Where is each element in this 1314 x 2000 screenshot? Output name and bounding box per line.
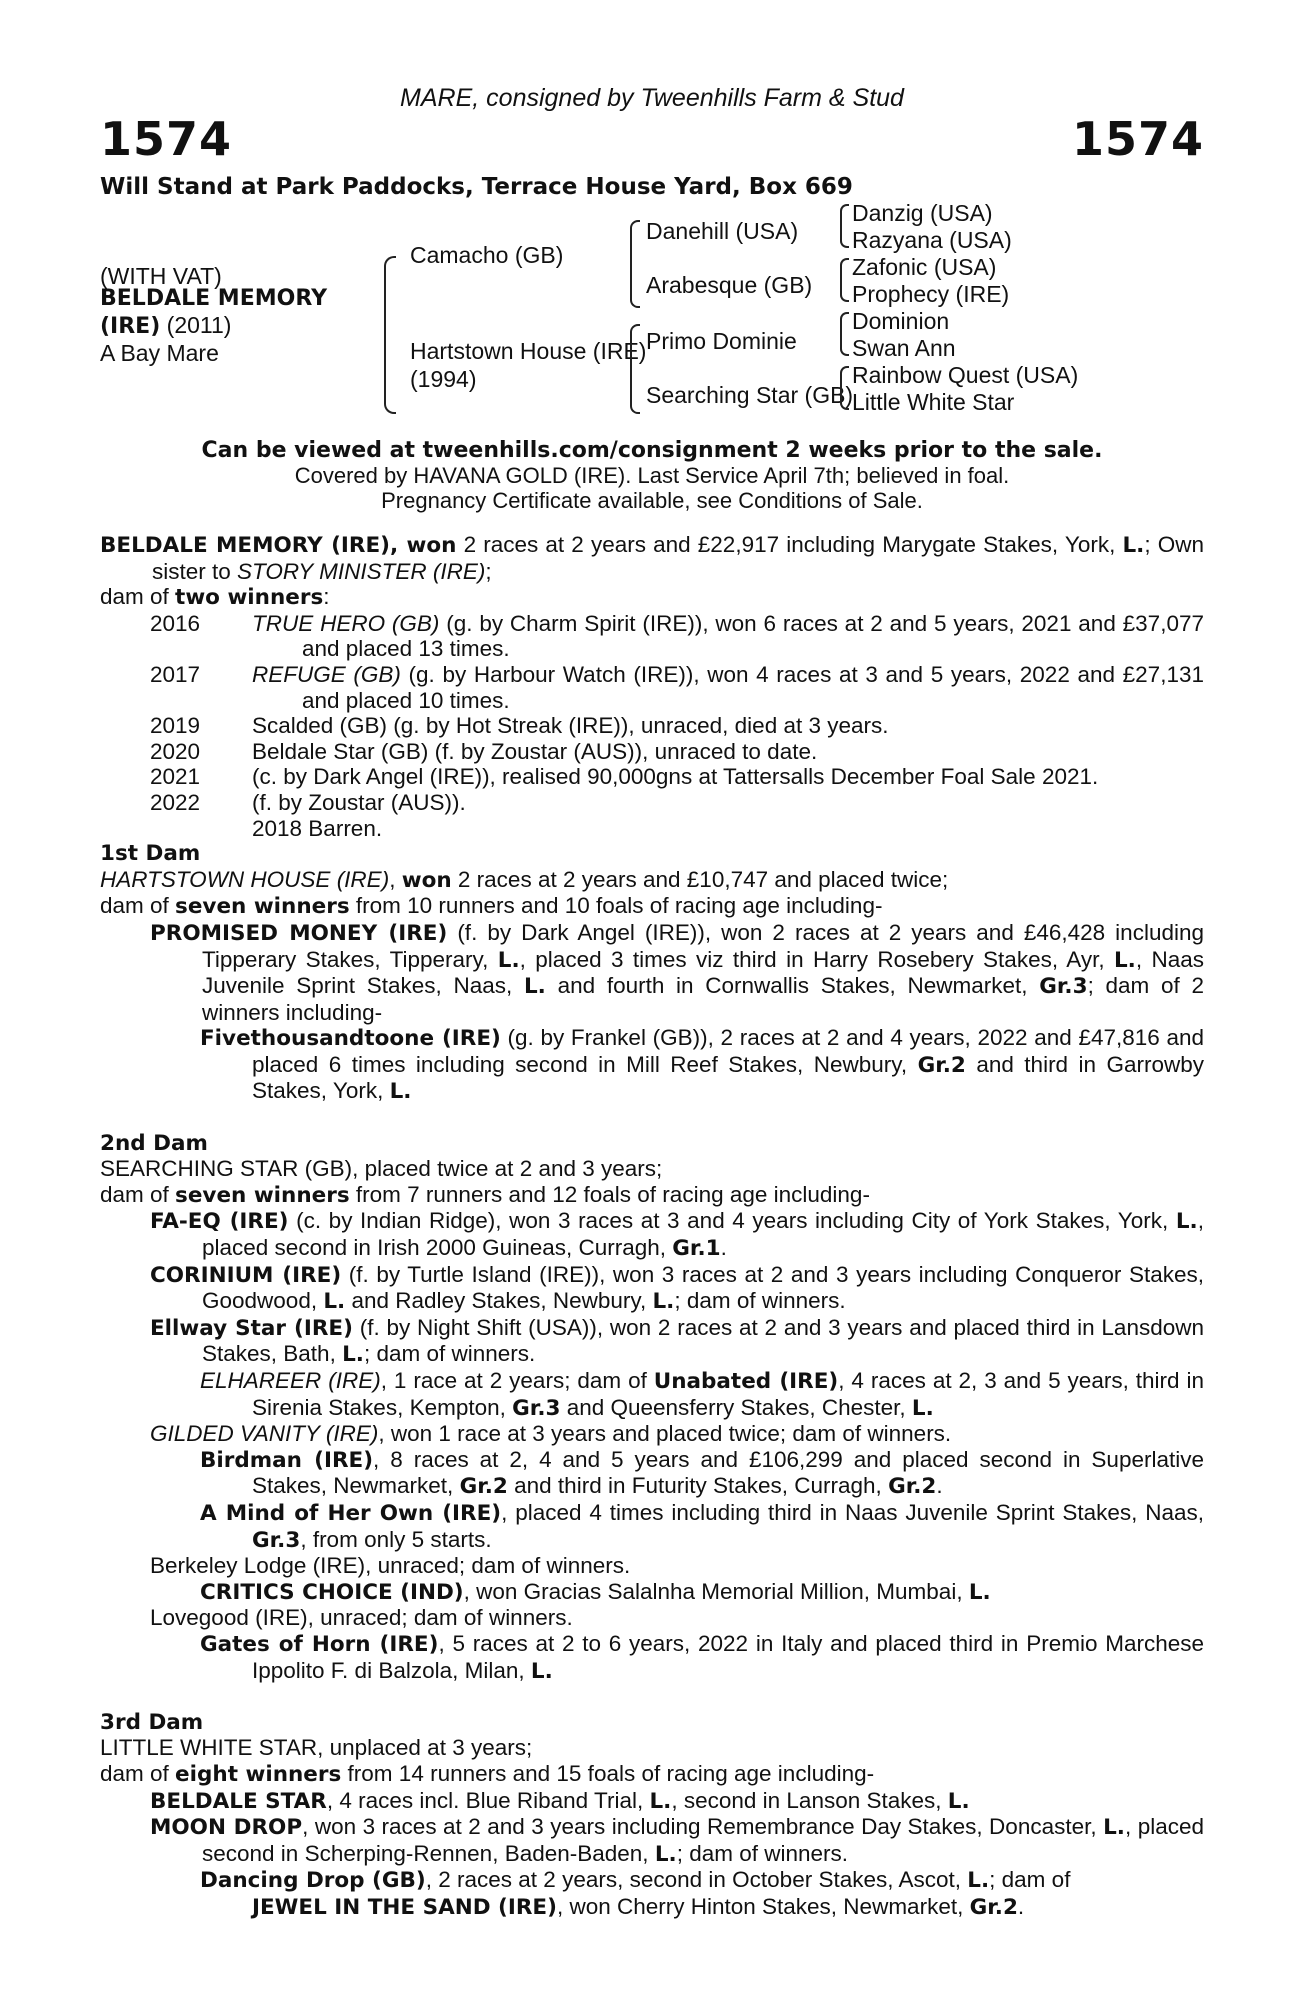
entry-elhareer: ELHAREER (IRE), 1 race at 2 years; dam of Unabated (IRE), 4 races at 2, 3 and 5 years, third in Sirenia Stakes, Kempton, Gr.3 and Queensferry Stakes, Chester, L.: [200, 1368, 1204, 1421]
produce-2021: 2021 (c. by Dark Angel (IRE)), realised 90,000gns at Tattersalls December Foal Sale 2021.: [150, 764, 1099, 790]
entry-fivethousandtoone: Fivethousandtoone (IRE) (g. by Frankel (GB)), 2 races at 2 and 4 years, 2022 and £47,816 and placed 6 times including second in Mill Reef Stakes, Newbury, Gr.2 and third in Garrowby Stakes, York, L.: [200, 1025, 1205, 1105]
entry-corinium: CORINIUM (IRE) (f. by Turtle Island (IRE)), won 3 races at 2 and 3 years including Conqueror Stakes, Goodwood, L. and Radley Stakes, Newbury, L.; dam of winners.: [150, 1261, 1204, 1315]
dam: Hartstown House (IRE): [410, 338, 647, 364]
pedigree-table: [100, 200, 1204, 426]
gen3-4: Prophecy (IRE): [852, 281, 1010, 307]
first-dam-line: HARTSTOWN HOUSE (IRE), won 2 races at 2 years and £10,747 and placed twice;: [100, 866, 949, 893]
sire-sire: Danehill (USA): [646, 218, 799, 244]
horse-description: A Bay Mare: [100, 340, 219, 366]
produce-2019: 2019 Scalded (GB) (g. by Hot Streak (IRE)), unraced, died at 3 years.: [150, 713, 889, 739]
sire: Camacho (GB): [410, 242, 564, 268]
first-dam-heading: 1st Dam: [100, 841, 201, 867]
mare-summary: BELDALE MEMORY (IRE), won 2 races at 2 years and £22,917 including Marygate Stakes, York, L.; Own sister to STORY MINISTER (IRE);: [100, 532, 1204, 584]
entry-lovegood: Lovegood (IRE), unraced; dam of winners.: [150, 1605, 573, 1631]
gen3-5: Dominion: [852, 308, 950, 334]
brace-ss: [840, 204, 849, 248]
stand-location: Will Stand at Park Paddocks, Terrace House Yard, Box 669: [100, 174, 853, 200]
gen3-1: Danzig (USA): [852, 200, 993, 226]
gen3-8: Little White Star: [852, 389, 1015, 415]
entry-a-mind-of-her-own: A Mind of Her Own (IRE), placed 4 times including third in Naas Juvenile Sprint Stakes, Naas, Gr.3, from only 5 starts.: [200, 1499, 1204, 1553]
third-dam-line: LITTLE WHITE STAR, unplaced at 3 years;: [100, 1735, 533, 1761]
horse-name: BELDALE MEMORY: [100, 286, 327, 311]
brace-sd: [840, 258, 849, 302]
gen3-6: Swan Ann: [852, 335, 956, 361]
second-dam-heading: 2nd Dam: [100, 1130, 208, 1156]
produce-2022: 2022 (f. by Zoustar (AUS)).: [150, 789, 466, 815]
brace-sire: [630, 220, 640, 308]
viewing-note: Can be viewed at tweenhills.com/consignment 2 weeks prior to the sale.: [201, 438, 1103, 463]
third-dam-heading: 3rd Dam: [100, 1709, 204, 1735]
entry-gates-of-horn: Gates of Horn (IRE), 5 races at 2 to 6 years, 2022 in Italy and placed third in Premio Marchese Ippolito F. di Balzola, Milan, L.: [200, 1630, 1204, 1684]
covered-note: Covered by HAVANA GOLD (IRE). Last Service April 7th; believed in foal.: [294, 463, 1010, 488]
catalogue-body: [100, 532, 1204, 1920]
entry-dancing-drop: Dancing Drop (GB), 2 races at 2 years, second in October Stakes, Ascot, L.; dam of: [200, 1867, 1071, 1894]
second-dam-produce: dam of seven winners from 7 runners and 12 foals of racing age including-: [100, 1181, 870, 1208]
produce-2020: 2020 Beldale Star (GB) (f. by Zoustar (AUS)), unraced to date.: [150, 738, 818, 764]
sire-dam: Arabesque (GB): [646, 272, 813, 298]
brace-gen1: [384, 256, 396, 414]
horse-name-line2: (IRE) (2011): [100, 312, 232, 339]
vat-label: (WITH VAT): [100, 263, 222, 289]
second-dam-line: SEARCHING STAR (GB), placed twice at 2 and 3 years;: [100, 1156, 663, 1182]
entry-moon-drop: MOON DROP, won 3 races at 2 and 3 years including Remembrance Day Stakes, Doncaster, L., placed second in Scherping-Rennen, Baden-Baden, L.; dam of winners.: [150, 1814, 1204, 1867]
pregnancy-note: Pregnancy Certificate available, see Conditions of Sale.: [381, 488, 923, 513]
produce-2016: 2016 TRUE HERO (GB) (g. by Charm Spirit (IRE)), won 6 races at 2 and 5 years, 2021 and £37,077 and placed 13 times.: [150, 610, 1204, 662]
first-dam-produce: dam of seven winners from 10 runners and 10 foals of racing age including-: [100, 893, 883, 920]
lot-number-right: 1574: [1071, 112, 1204, 166]
consignor-line: MARE, consigned by Tweenhills Farm & Stud: [400, 84, 904, 112]
entry-beldale-star: BELDALE STAR, 4 races incl. Blue Riband Trial, L., second in Lanson Stakes, L.: [150, 1787, 970, 1814]
brace-ds: [840, 312, 849, 356]
catalogue-page: [100, 0, 1204, 2000]
entry-promised-money: PROMISED MONEY (IRE) (f. by Dark Angel (IRE)), won 2 races at 2 years and £46,428 including Tipperary Stakes, Tipperary, L., placed 3 times viz third in Harry Rosebery Stakes, Ayr, L., Naas Juvenile Sprint Stakes, Naas, L. and fourth in Cornwallis Stakes, Newmarket, Gr.3; dam of 2 winners including-: [150, 919, 1205, 1025]
brace-dd: [840, 366, 849, 410]
entry-ellway-star: Ellway Star (IRE) (f. by Night Shift (USA)), won 2 races at 2 and 3 years and placed third in Lansdown Stakes, Bath, L.; dam of winners.: [150, 1314, 1205, 1368]
produce-barren: 2018 Barren.: [252, 815, 383, 841]
brace-dam: [630, 324, 640, 414]
dam-of-line: dam of two winners:: [100, 584, 330, 611]
gen3-3: Zafonic (USA): [852, 254, 997, 280]
entry-berkeley-lodge: Berkeley Lodge (IRE), unraced; dam of winners.: [150, 1553, 631, 1579]
entry-fa-eq: FA-EQ (IRE) (c. by Indian Ridge), won 3 races at 3 and 4 years including City of York Stakes, York, L., placed second in Irish 2000 Guineas, Curragh, Gr.1.: [150, 1208, 1204, 1262]
third-dam-produce: dam of eight winners from 14 runners and 15 foals of racing age including-: [100, 1760, 875, 1787]
entry-jewel-in-the-sand: JEWEL IN THE SAND (IRE), won Cherry Hinton Stakes, Newmarket, Gr.2.: [252, 1893, 1025, 1920]
dam-dam: Searching Star (GB): [646, 382, 854, 408]
produce-2017: 2017 REFUGE (GB) (g. by Harbour Watch (IRE)), won 4 races at 3 and 5 years, 2022 and £27,131 and placed 10 times.: [150, 661, 1204, 713]
dam-year: (1994): [410, 366, 477, 392]
entry-critics-choice: CRITICS CHOICE (IND), won Gracias Salalnha Memorial Million, Mumbai, L.: [200, 1578, 991, 1605]
dam-sire: Primo Dominie: [646, 328, 797, 354]
gen3-7: Rainbow Quest (USA): [852, 362, 1079, 388]
entry-gilded-vanity: GILDED VANITY (IRE), won 1 race at 3 years and placed twice; dam of winners.: [150, 1421, 952, 1447]
lot-number-left: 1574: [100, 112, 233, 166]
gen3-2: Razyana (USA): [852, 227, 1012, 253]
entry-birdman: Birdman (IRE), 8 races at 2, 4 and 5 years and £106,299 and placed second in Superlative Stakes, Newmarket, Gr.2 and third in Futurity Stakes, Curragh, Gr.2.: [200, 1446, 1204, 1500]
